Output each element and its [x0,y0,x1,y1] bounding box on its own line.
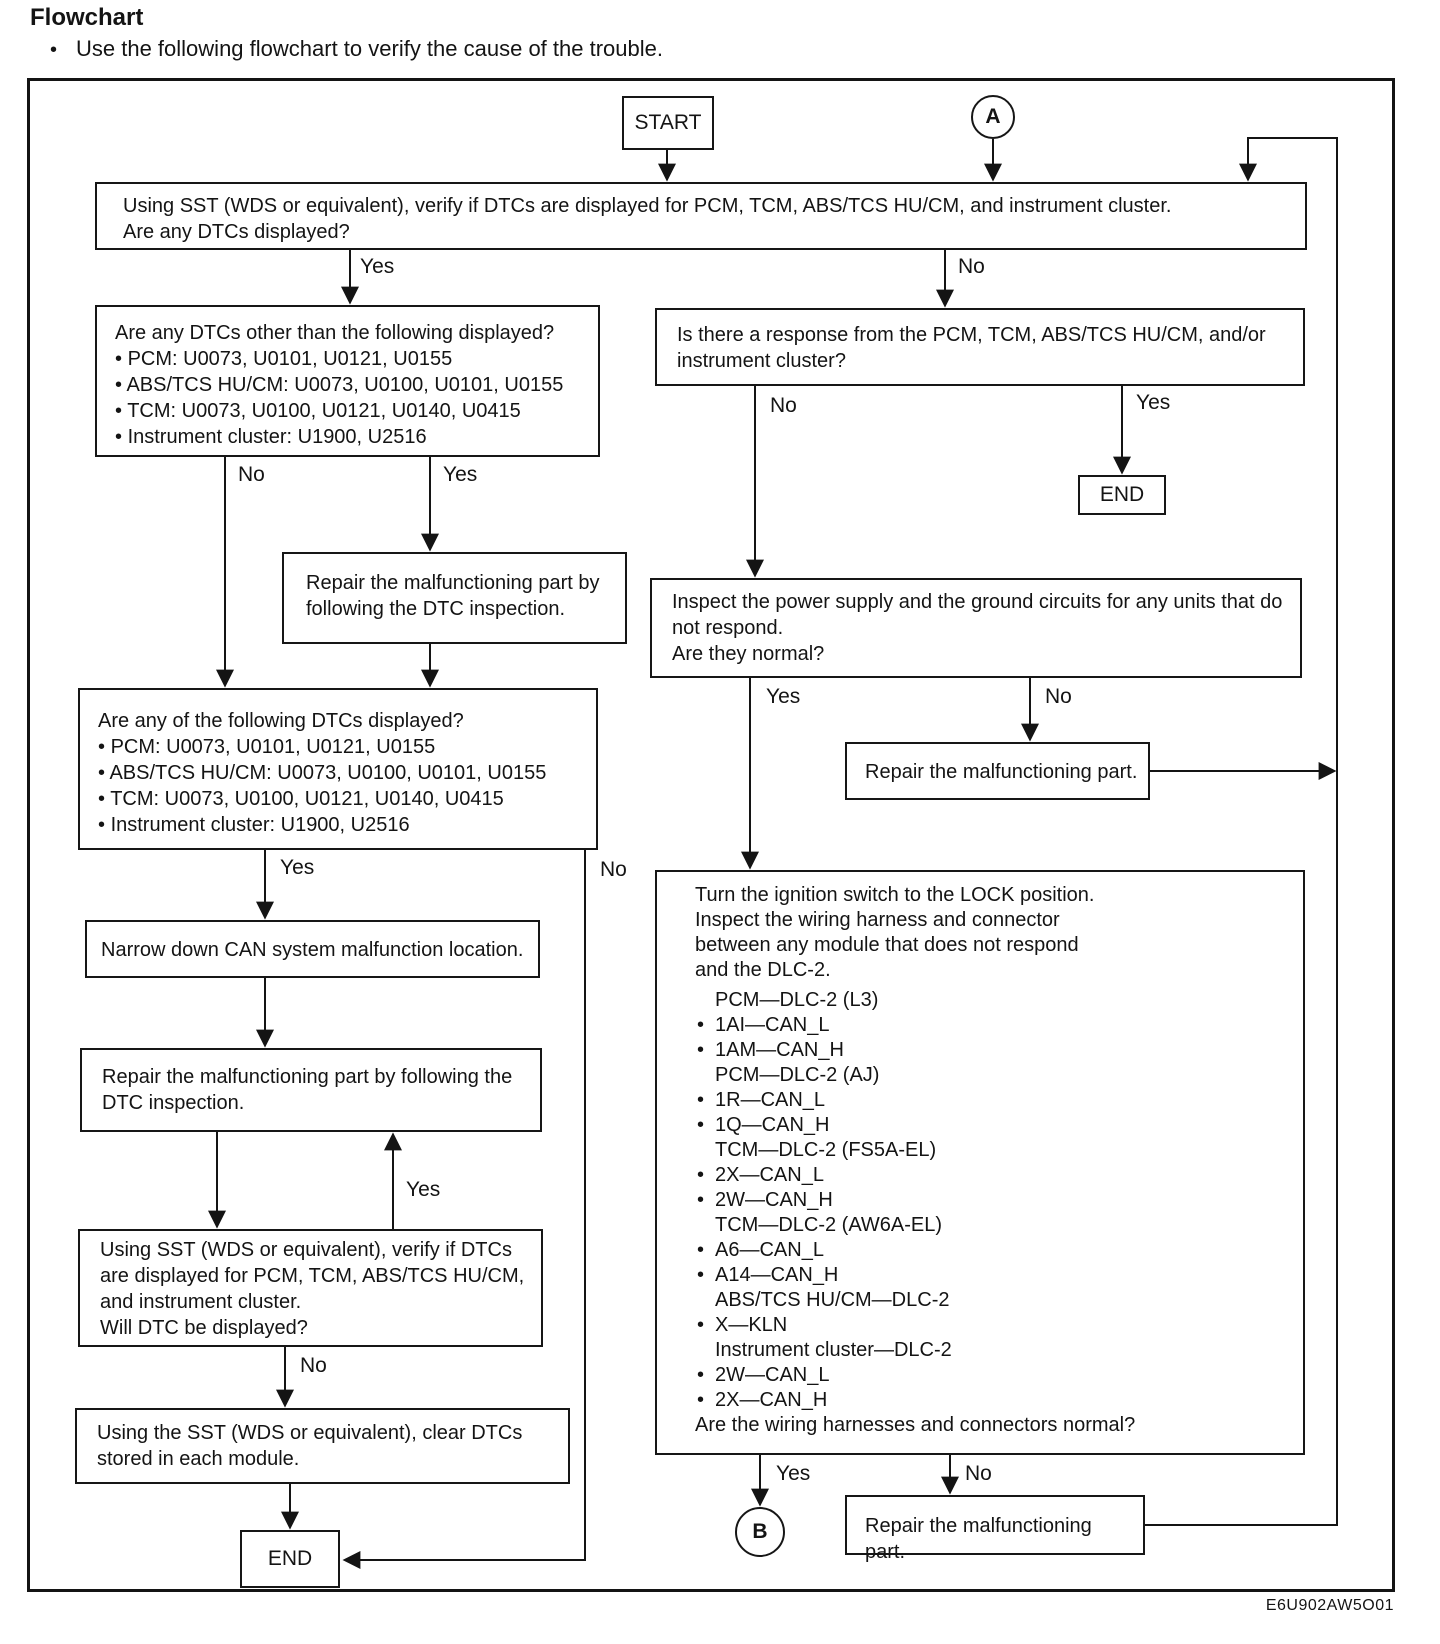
branch-label-no: No [965,1462,992,1485]
wiring-item: • 2W—CAN_H [715,1188,1291,1213]
branch-label-yes: Yes [280,856,315,879]
wiring-item: TCM—DLC-2 (FS5A-EL) [715,1139,937,1161]
connector-b: B [735,1507,785,1557]
branch-label-yes: Yes [406,1178,441,1201]
branch-label-no: No [300,1354,327,1377]
branch-label-no: No [770,394,797,417]
box-following-dtcs-item: • Instrument cluster: U1900, U2516 [98,812,582,838]
wiring-item: • A6—CAN_L [715,1238,1291,1263]
box-repair-part-1: Repair the malfunctioning part. [845,742,1150,800]
wiring-item: • 2W—CAN_L [715,1363,1291,1388]
wiring-item: • 1AI—CAN_L [715,1013,1291,1038]
box-inspect-power-line1: Inspect the power supply and the ground circuits for any units that do not respond. [672,591,1283,639]
branch-label-yes: Yes [443,463,478,486]
wiring-item: PCM—DLC-2 (AJ) [715,1064,880,1086]
box-verify-dtcs [95,182,1307,250]
box-repair-dtc-1: Repair the malfunctioning part by following the DTC inspection. [282,552,627,644]
box-following-dtcs-item: • PCM: U0073, U0101, U0121, U0155 [98,734,582,760]
wiring-item: ABS/TCS HU/CM—DLC-2 [715,1289,950,1311]
branch-label-no: No [600,858,627,881]
end-terminal-left: END [240,1530,340,1588]
box-response: Is there a response from the PCM, TCM, ABS/TCS HU/CM, and/or instrument cluster? [655,308,1305,386]
wiring-item: • X—KLN [715,1313,1291,1338]
wiring-item: • 1Q—CAN_H [715,1113,1291,1138]
box-other-dtcs-title: Are any DTCs other than the following displayed? [115,322,555,344]
wiring-item: • 1AM—CAN_H [715,1038,1291,1063]
box-verify-again-line2: Will DTC be displayed? [100,1317,308,1339]
page-title: Flowchart [30,4,144,31]
wiring-item: • 2X—CAN_H [715,1388,1291,1413]
box-following-dtcs-title: Are any of the following DTCs displayed? [98,710,464,732]
branch-label-yes: Yes [776,1462,811,1485]
box-other-dtcs-item: • ABS/TCS HU/CM: U0073, U0100, U0101, U0155 [115,372,584,398]
box-clear-dtcs: Using the SST (WDS or equivalent), clear DTCs stored in each module. [75,1408,570,1484]
wiring-item: • 1R—CAN_L [715,1088,1291,1113]
wiring-item: Instrument cluster—DLC-2 [715,1339,952,1361]
box-inspect-power [650,578,1302,678]
box-verify-again [78,1229,543,1347]
branch-label-yes: Yes [1136,391,1171,414]
wiring-intro-line: between any module that does not respond [695,934,1079,956]
box-other-dtcs-item: • Instrument cluster: U1900, U2516 [115,424,584,450]
box-repair-part-2: Repair the malfunctioning part. [845,1495,1145,1555]
wiring-item: PCM—DLC-2 (L3) [715,989,879,1011]
instruction-text: • Use the following flowchart to verify the cause of the trouble. [50,36,663,62]
wiring-intro-line: and the DLC-2. [695,959,831,981]
wiring-intro-line: Inspect the wiring harness and connector [695,909,1060,931]
branch-label-no: No [238,463,265,486]
box-repair-dtc-2: Repair the malfunctioning part by following the DTC inspection. [80,1048,542,1132]
wiring-item: TCM—DLC-2 (AW6A-EL) [715,1214,943,1236]
box-other-dtcs [95,305,600,457]
branch-label-yes: Yes [360,255,395,278]
box-inspect-power-line2: Are they normal? [672,643,825,665]
box-narrow-down: Narrow down CAN system malfunction location. [85,920,540,978]
box-wiring-harness [655,870,1305,1455]
box-following-dtcs-item: • TCM: U0073, U0100, U0121, U0140, U0415 [98,786,582,812]
box-other-dtcs-item: • TCM: U0073, U0100, U0121, U0140, U0415 [115,398,584,424]
wiring-question: Are the wiring harnesses and connectors normal? [695,1414,1136,1436]
start-terminal: START [622,96,714,150]
connector-a: A [971,95,1015,139]
box-following-dtcs [78,688,598,850]
branch-label-no: No [958,255,985,278]
box-verify-again-line1: Using SST (WDS or equivalent), verify if DTCs are displayed for PCM, TCM, ABS/TCS HU/CM, and instrument cluster. [100,1239,525,1313]
wiring-item: • 2X—CAN_L [715,1163,1291,1188]
box-other-dtcs-item: • PCM: U0073, U0101, U0121, U0155 [115,346,584,372]
box-verify-dtcs-line2: Are any DTCs displayed? [123,221,350,243]
end-terminal-right: END [1078,475,1166,515]
box-following-dtcs-item: • ABS/TCS HU/CM: U0073, U0100, U0101, U0155 [98,760,582,786]
branch-label-no: No [1045,685,1072,708]
branch-label-yes: Yes [766,685,801,708]
wiring-intro-line: Turn the ignition switch to the LOCK position. [695,884,1095,906]
wiring-item: • A14—CAN_H [715,1263,1291,1288]
box-verify-dtcs-line1: Using SST (WDS or equivalent), verify if DTCs are displayed for PCM, TCM, ABS/TCS HU/CM, and instrument cluster. [123,195,1172,217]
figure-code: E6U902AW5O01 [1265,1597,1394,1614]
